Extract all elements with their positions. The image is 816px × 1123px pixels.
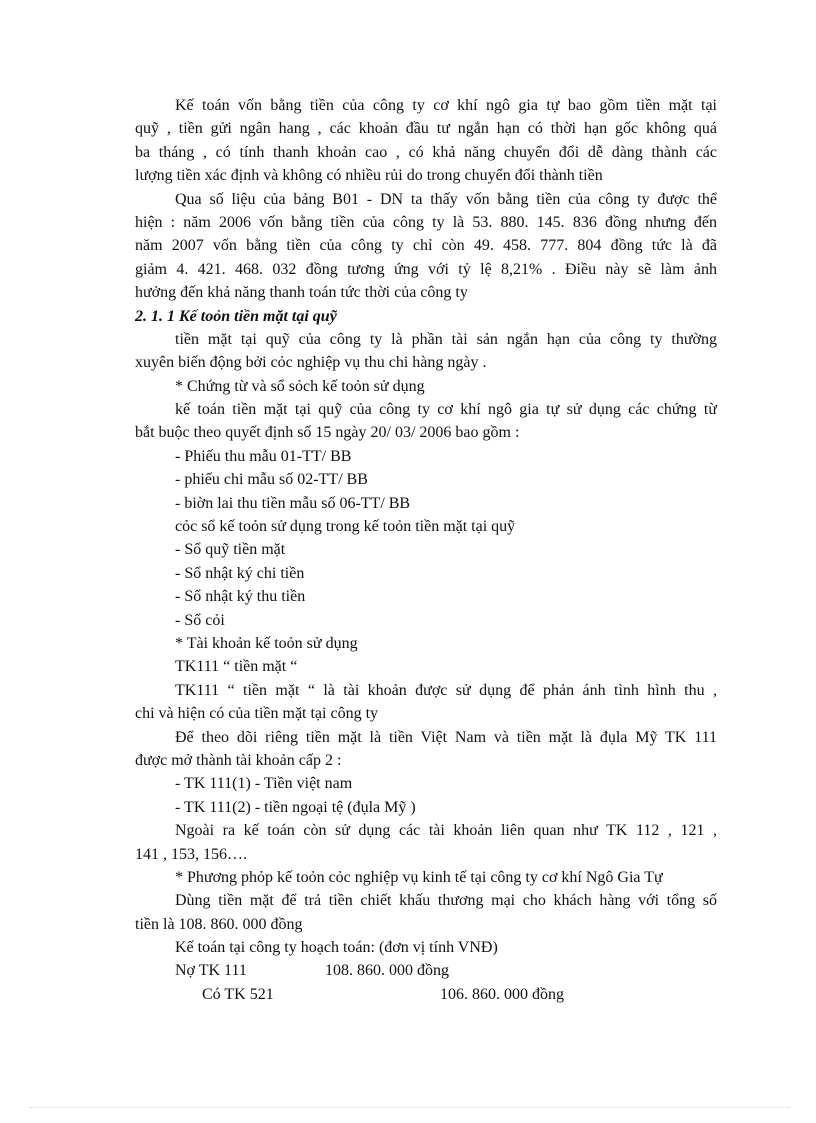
text-line: TK111 “ tiền mặt “ là tài khoản được sử dụng để phản ánh tình hình thu ,: [175, 681, 717, 699]
balance-paragraph: [135, 188, 717, 305]
text-line: xuyên biến động bởi cỏc nghiệp vụ thu chi hàng ngày .: [135, 354, 487, 372]
text-line: ba tháng , có tính thanh khoản cao , có khả năng chuyển đổi dễ dàng thành các: [135, 143, 717, 161]
debit-entry: [135, 959, 717, 982]
tk111-title: TK111 “ tiền mặt “: [175, 658, 298, 676]
subaccount-paragraph: [135, 726, 717, 773]
books-list: [135, 538, 717, 632]
intro-paragraph: [135, 94, 717, 188]
page-bottom-divider: [30, 1107, 790, 1108]
text-line: giảm 4. 421. 468. 032 đồng tương ứng với tỷ lệ 8,21% . Điều này sẽ làm ảnh: [135, 260, 717, 278]
tk111-paragraph: [135, 679, 717, 726]
text-line: Để theo dõi riêng tiền mặt là tiền Việt Nam và tiền mặt là đụla Mỹ TK 111: [175, 728, 717, 746]
documents-paragraph: [135, 398, 717, 445]
list-item: - Sổ cỏi: [175, 611, 225, 629]
text-line: Ngoài ra kế toán còn sử dụng các tài khoản liên quan như TK 112 , 121 ,: [175, 822, 717, 840]
text-line: được mở thành tài khoản cấp 2 :: [135, 751, 342, 769]
text-line: quỹ , tiền gửi ngân hang , các khoản đầu tư ngắn hạn có thời hạn gốc không quá: [135, 120, 717, 138]
list-item: - biờn lai thu tiền mẫu số 06-TT/ BB: [175, 494, 411, 512]
document-body: [135, 94, 717, 1006]
text-line: hiện : năm 2006 vốn bằng tiền của công ty là 53. 880. 145. 836 đồng nhưng đến: [135, 213, 717, 231]
text-line: chi và hiện có của tiền mặt tại công ty: [135, 705, 379, 723]
text-line: tiền là 108. 860. 000 đồng: [135, 915, 303, 933]
text-line: năm 2007 vốn bằng tiền của công ty chỉ còn 49. 458. 777. 804 đồng tức là đã: [135, 237, 717, 255]
text-line: Qua số liệu của bảng B01 - DN ta thấy vốn bằng tiền của công ty được thể: [175, 190, 717, 208]
text-line: Dùng tiền mặt để trả tiền chiết khấu thương mại cho khách hàng với tổng số: [175, 892, 717, 910]
list-item: - Sổ nhật ký thu tiền: [175, 588, 306, 606]
credit-label: Có TK 521: [202, 985, 274, 1003]
accounting-note: Kế toán tại công ty hoạch toán: (đơn vị tính VNĐ): [175, 939, 498, 957]
cash-description-paragraph: [135, 328, 717, 375]
list-item: - Sổ quỹ tiền mặt: [175, 541, 286, 559]
list-item: - phiếu chi mẫu số 02-TT/ BB: [175, 471, 368, 489]
text-line: bắt buộc theo quyết định số 15 ngày 20/ 03/ 2006 bao gồm :: [135, 424, 520, 442]
text-line: Kế toán vốn bằng tiền của công ty cơ khí ngô gia tự bao gồm tiền mặt tại: [175, 97, 717, 114]
documents-subheading: * Chứng từ và sổ sỏch kế toỏn sử dụng: [175, 377, 425, 395]
related-accounts-paragraph: [135, 819, 717, 866]
discount-paragraph: [135, 889, 717, 936]
list-item: - TK 111(2) - tiền ngoại tệ (đụla Mỹ ): [175, 798, 416, 816]
debit-amount: 108. 860. 000 đồng: [325, 962, 449, 980]
text-line: kế toán tiền mặt tại quỹ của công ty cơ khí ngô gia tự sử dụng các chứng từ: [175, 401, 717, 419]
documents-list: [135, 445, 717, 515]
credit-amount: 106. 860. 000 đồng: [440, 985, 564, 1003]
method-subheading: * Phương phỏp kế toỏn cỏc nghiệp vụ kinh tế tại công ty cơ khí Ngô Gia Tự: [175, 868, 663, 886]
text-line: hưởng đến khả năng thanh toán tức thời của công ty: [135, 284, 468, 302]
list-item: - Phiếu thu mẫu 01-TT/ BB: [175, 447, 352, 465]
list-item: - TK 111(1) - Tiền việt nam: [175, 775, 353, 793]
text-line: 141 , 153, 156….: [135, 845, 247, 863]
books-intro: cỏc sổ kế toỏn sử dụng trong kế toỏn tiền mặt tại quỹ: [175, 518, 516, 536]
debit-label: Nợ TK 111: [175, 962, 247, 980]
text-line: lượng tiền xác định và không có nhiều rủi do trong chuyển đổi thành tiền: [135, 167, 603, 185]
subaccount-list: [135, 772, 717, 819]
section-heading: 2. 1. 1 Kế toỏn tiền mặt tại quỹ: [135, 307, 337, 325]
text-line: tiền mặt tại quỹ của công ty là phần tài sản ngắn hạn của công ty thường: [175, 330, 717, 348]
accounts-subheading: * Tài khoản kế toỏn sử dụng: [175, 634, 358, 652]
list-item: - Sổ nhật ký chi tiền: [175, 564, 305, 582]
credit-entry: [135, 983, 717, 1006]
